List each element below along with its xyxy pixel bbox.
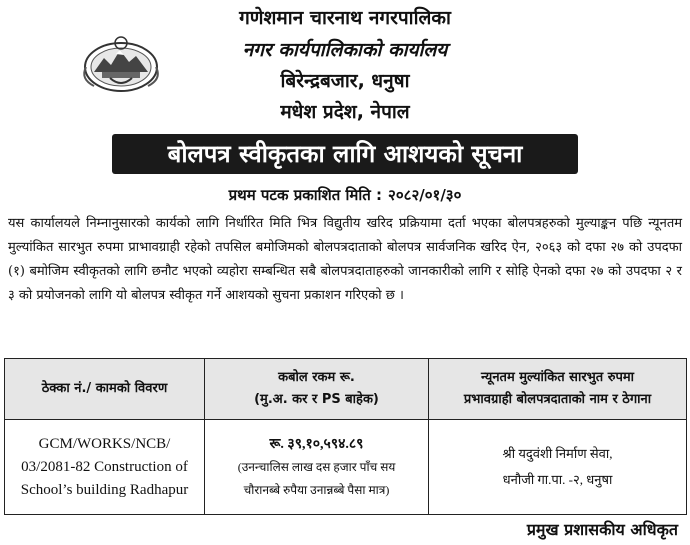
table-row <box>5 420 687 515</box>
amount-in-words: (उनन्चालिस लाख दस हजार पाँच सय <box>237 459 396 474</box>
contract-cell <box>5 420 205 515</box>
header-contract: ठेक्का नं./ कामको विवरण <box>5 359 205 420</box>
publication-date-label: प्रथम पटक प्रकाशित मिति : <box>228 186 383 204</box>
contract-line: 03/2081-82 Construction of <box>21 458 188 475</box>
signatory-title: प्रमुख प्रशासकीय अधिकृत <box>526 520 678 539</box>
amount-in-words: चौरानब्बे रुपैया उनान्नब्बे पैसा मात्र) <box>243 482 390 497</box>
bidder-cell <box>429 420 687 515</box>
header-amount-line1: कबोल रकम रू. <box>278 370 355 385</box>
header-bidder-line1: न्यूनतम मुल्यांकित सारभुत रुपमा <box>480 370 635 385</box>
header-amount-line2: (मु.अ. कर र PS बाहेक) <box>254 392 379 407</box>
bidder-name: श्री यदुवंशी निर्माण सेवा, <box>502 446 613 461</box>
municipality-name: गणेशमान चारनाथ नगरपालिका <box>239 7 451 29</box>
bidder-address: धनौजी गा.पा. -२, धनुषा <box>502 472 613 487</box>
amount-cell <box>205 420 429 515</box>
notice-title: बोलपत्र स्वीकृतका लागि आशयको सूचना <box>112 134 578 174</box>
header-amount <box>205 359 429 420</box>
contract-line: GCM/WORKS/NCB/ <box>38 435 171 452</box>
header-bidder-line2: प्रभावग्राही बोलपत्रदाताको नाम र ठेगाना <box>463 392 652 407</box>
province-country: मधेश प्रदेश, नेपाल <box>280 101 410 123</box>
header-bidder <box>429 359 687 420</box>
contract-line: School’s building Radhapur <box>20 481 189 498</box>
publication-date-value: २०८२/०१/३० <box>388 186 462 204</box>
office-name: नगर कार्यपालिकाको कार्यालय <box>242 39 448 61</box>
bid-amount: रू. ३९,१०,५९४.८९ <box>269 436 364 452</box>
notice-body: यस कार्यालयले निम्नानुसारको कार्यको लागि निर्धारित मिति भित्र विद्युतीय खरिद प्रक्रियामा दर्ता भएका बोलपत्रहरुको मुल्याङ्कन पछि न्यूनतम मुल्यांकित सारभुत रुपमा प्राभावग्राही रहेको तपसिल बमोजिमको बोलपत्रदाताको बोलपत्र सार्वजनिक खरिद ऐन, २०६३ को दफा २७ को उपदफा (१) बमोजिम स्वीकृतको लागि छनौट भएको व्यहोरा सम्बन्धित सबै बोलपत्रदाताहरुको जानकारीको लागि र सोहि ऐनको दफा २७ को उपदफा २ र ३ को प्रयोजनको लागि यो बोलपत्र स्वीकृत गर्ने आशयको सुचना प्रकाशन गरिएको छ । <box>8 216 682 303</box>
award-table <box>4 358 687 515</box>
publication-date <box>0 185 690 205</box>
office-location: बिरेन्द्रबजार, धनुषा <box>280 70 410 92</box>
table-header-row <box>5 359 687 420</box>
